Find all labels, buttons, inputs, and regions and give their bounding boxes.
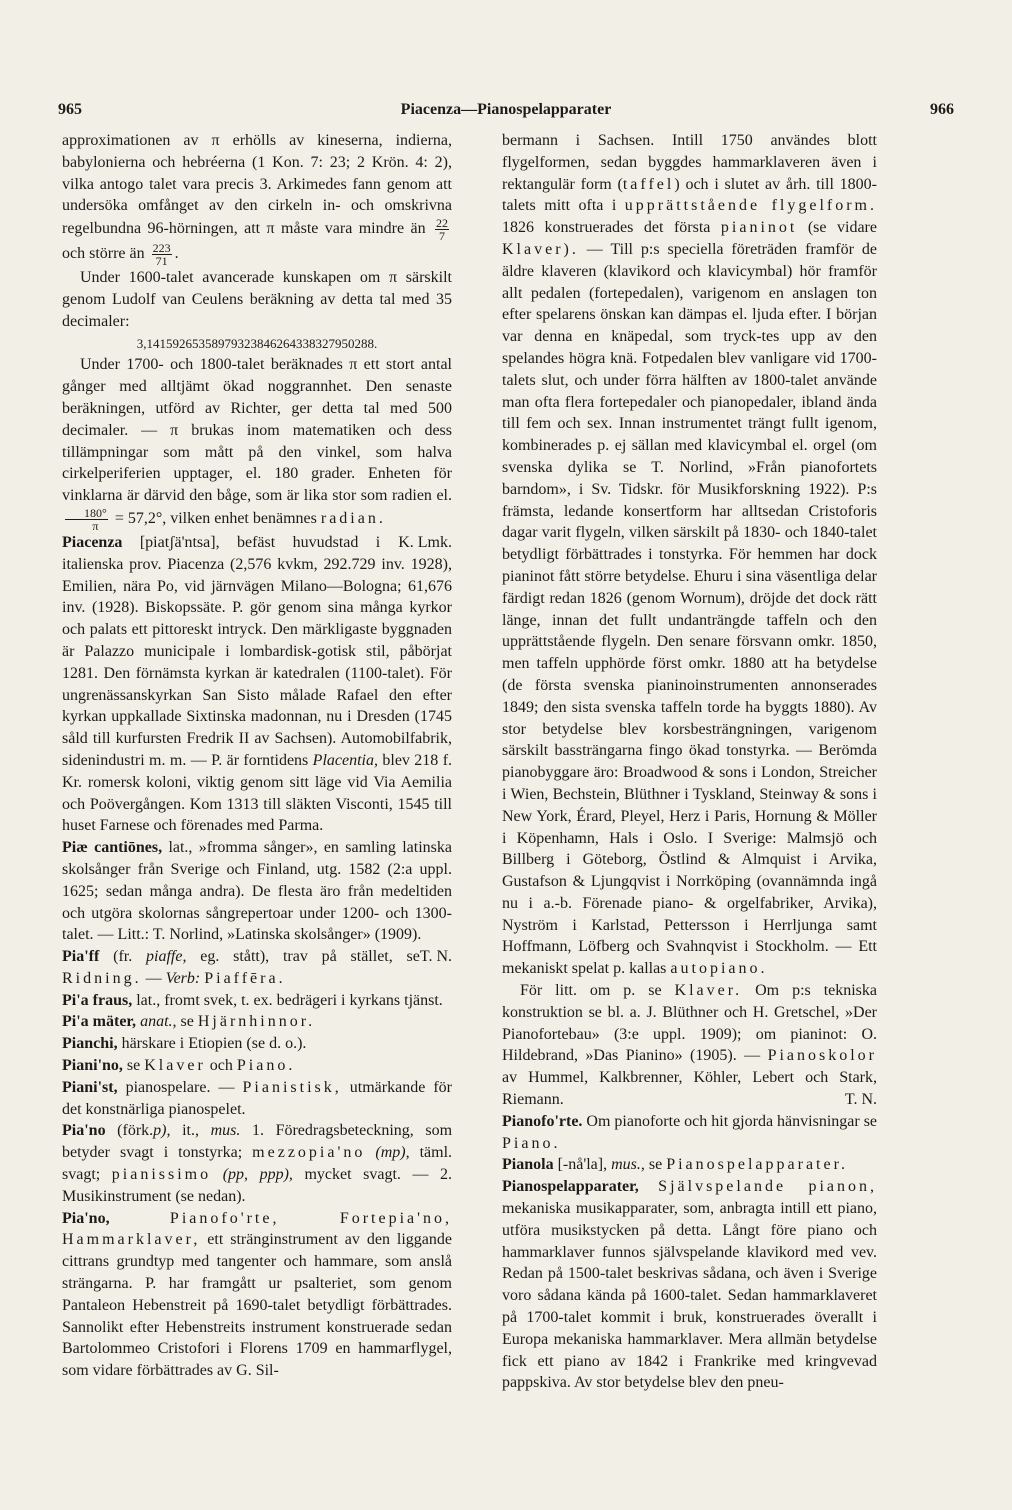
- running-header: [58, 101, 954, 123]
- headword: Piani'st,: [62, 1078, 118, 1096]
- entry-pianchi: Pianchi, härskare i Etiopien (se d. o.).: [62, 1035, 307, 1053]
- paragraph: bermann i Sachsen. Intill 1750 användes blott flygelformen, sedan byggdes hammarklaveren även i rektangulär form (taffel) och i slutet av årh. till 1800-talets mitt ofta i upprättstående flygelform. 1826 konstruerades det första pianinot (se vidare Klaver). — Till p:s speciella företräden framför de äldre klaveren (klavikord och klavicymbal) hör framför allt pedalen (fortepedalen), varigenom en anslagen ton efter spelarens önskan kan dämpas el. ljuda efter. I början var denna en knäpedal, som tryck-tes upp av den spelandes högra knä. Fotpedalen blev vanligare vid 1700-talets slut, och under förra hälften av 1800-talet använde man ofta flera fortepedaler och pianopedaler, ibland ända till fem och sex. Innan instrumentet trängt fullt igenom, kombinerades p. ej sällan med klavicymbal el. orgel (om svenska dylika se T. Norlind, »Från pianofortets barndom», i Sv. Tidskr. för Musikforskning 1922). P:s främsta, ledande konsertform har alltsedan Cristoforis dagar varit flygeln, vilken särskilt på 1830- och 1840-talet betydligt förbättrades i tonstyrka. För hemmen har dock pianinot fått större betydelse. Ehuru i sina väsentliga delar färdigt redan 1826 (genom Wornum), dröjde det dock rätt länge, innan det fullt undanträngde taffeln och den upprättstående flygeln. Den senare försvann omkr. 1850, men taffeln upphörde först omkr. 1880 att ha betydelse (de första svenska pianinoinstrumenten annonserades 1849; den sista svenska taffeln torde ha byggts 1880). Av stor betydelse blev korsbesträngningen, varigenom särskilt bassträngarna fingo ökad tonstyrka. — Berömda pianobyggare äro: Broadwood & sons i London, Streicher i Wien, Bechstein, Blüthner i Tyskland, Steinway & sons i New York, Érard, Pleyel, Herz i Paris, Hornung & Möller i Köpenhamn, Hals i Oslo. I Sverige: Malmsjö och Billberg i Göteborg, Östlind & Almquist i Arvika, Gustafson & Ljungqvist i Norrköping (ovannämnda ingå nu i a.-b. Förenade piano- & orgelfabriker, Arvika), Nyström i Karlstad, Pettersson i Herrljunga samt Hoffmann, Löfberg och Svahnqvist i Stockholm. — Ett mekaniskt spelat p. kallas autopiano.: [502, 132, 878, 978]
- headword: Piani'no,: [62, 1057, 123, 1075]
- page-number-right: 966: [930, 101, 954, 118]
- paragraph: Under 1600-talet avancerade kunskapen om π särskilt genom Ludolf van Ceulens beräkning av detta tal med 35 decimaler:: [62, 269, 452, 330]
- fraction: $\frac{22}{7}$: [436, 216, 448, 244]
- headword: Pia'no,: [62, 1209, 110, 1227]
- left-column: [62, 130, 452, 1382]
- entry-pianino: Piani'no, se Klaver och Piano.: [62, 1057, 296, 1075]
- page-number-left: 965: [58, 101, 82, 118]
- headword: Pianola: [502, 1156, 554, 1174]
- headword: Pia'no: [62, 1122, 106, 1140]
- signature: T. N.: [844, 1091, 877, 1109]
- entry-pianoforte: Pianofo'rte. Om pianoforte och hit gjorda hänvisningar se Piano.: [502, 1112, 878, 1152]
- entry-pianola: Pianola [-nå'la], mus., se Pianospelapparater.: [502, 1156, 849, 1174]
- paragraph: För litt. om p. se Klaver. Om p:s tekniska konstruktion se bl. a. J. Blüthner och H. Gretschel, »Der Pianofortebau» (3:e uppl. 1909); om pianinot: O. Hildebrand, »Das Pianino» (1905). — Pianoskolor av Hummel, Kalkbrenner, Köhler, Lebert och Stark, Riemann. T. N.: [502, 980, 877, 1111]
- fraction: $\frac{223}{71}$: [152, 241, 171, 269]
- entry-pianist: Piani'st, pianospelare. — Pianistisk, utmärkande för det konstnärliga pianospelet.: [62, 1078, 452, 1118]
- headword: Piacenza: [62, 533, 123, 551]
- headword: Piæ cantiōnes,: [62, 839, 163, 857]
- headword: Pi'a fraus,: [62, 991, 133, 1009]
- page-title: Piacenza—Pianospelapparater: [400, 101, 612, 118]
- right-column: [502, 130, 877, 1394]
- entry-piae-cantiones: Piæ cantiōnes, lat., »fromma sånger», en samling latinska skolsånger från Sverige och Finland, utg. 1582 (2:a uppl. 1625; sedan många andra). De flesta äro från medeltiden och utgöra skolornas sångrepertoar under 1200- och 1300-talet. — Litt.: T. Norlind, »Latinska skolsånger» (1909). T. N.: [62, 837, 452, 946]
- paragraph: Under 1700- och 1800-talet beräknades π ett stort antal gånger med alltjämt ökad noggrannhet. Den senaste beräkningen, utförd av Richter, ger detta tal med 500 decimaler. — π brukas inom matematiken och dess tillämpningar som mått på den vinkel, som halva cirkelperiferien upptager, el. 180 grader. Enheten för vinklarna är därvid den båge, som är lika stor som radien el. $\frac{180^\circ}{\pi}$ = 57,2°, vilken enhet benämnes radian. K. Lmk.: [62, 354, 452, 532]
- entry-pia-mater: Pi'a mäter, anat., se Hjärnhinnor.: [62, 1013, 316, 1031]
- paragraph: approximationen av π erhölls av kineserna, indierna, babylonierna och hebréerna (1 Kon. 7: 23; 2 Krön. 4: 2), vilka antogo talet vara precis 3. Arkimedes fann genom att undersöka omfånget av den cirkeln in- och omskrivna regelbundna 96-hörningen, att π måste vara mindre än $\frac{22}{7}$ och större än $\frac{223}{71}$ .: [62, 132, 452, 269]
- headword: Pianospelapparater,: [502, 1178, 639, 1196]
- entry-piano-2: Pia'no, Pianofo'rte, Fortepia'no, Hammarklaver, ett stränginstrument av den liggande cittrans grundtyp med tangenter och hammare, som anslå strängarna. P. har framgått ur psalteriet, som genom Pantaleon Hebenstreit på 1690-talet betydligt förbättrades. Sannolikt efter Hebenstreits instrument konstruerade sedan Bartolommeo Cristofori i Florens 1709 en hammarflygel, som vidare förbättrades av G. Sil-: [62, 1209, 453, 1380]
- pi-digits: 3,14159265358979323846264338327950288.: [136, 335, 378, 351]
- signature: K. Lmk.: [398, 533, 452, 551]
- entry-piano-1: Pia'no (förk.p), it., mus. 1. Föredragsbeteckning, som betyder svagt i tonstyrka; mezzopia'no (mp), täml. svagt; pianissimo (pp, ppp), mycket svagt. — 2. Musikinstrument (se nedan).: [62, 1122, 453, 1205]
- entry-pianospelapparater: Pianospelapparater, Självspelande pianon, mekaniska musikapparater, som, anbragta intill ett piano, utföra musikstycken på detta. Långt före piano och hammarklaver funnos självspelande klavikord med vev. Redan på 1500-talet beskrivas sådana, och även i Sverige voro sådana kända på 1600-talet. Sedan hammarklaveret på 1700-talet kommit i bruk, konstruerades överallt i Europa mekaniska hammarklaver. Mera allmän betydelse fick ett piano av 1842 i Frankrike med kringvevad pappskiva. Av stor betydelse blev den pneu-: [502, 1178, 877, 1392]
- entry-piaff: Pia'ff (fr. piaffe, eg. stått), trav på stället, se Ridning. — Verb: Piaffēra.: [62, 948, 420, 987]
- headword: Pianofo'rte.: [502, 1112, 583, 1130]
- headword: Pia'ff: [62, 948, 100, 966]
- headword: Pianchi,: [62, 1035, 118, 1053]
- entry-piacenza: Piacenza [piatʃä'ntsa], befäst huvudstad i italienska prov. Piacenza (2,576 kvkm, 292.729 inv. 1928), Emilien, nära Po, vid järnvägen Milano—Bologna; 61,676 inv. (1928). Biskopssäte. P. gör genom sina många kyrkor och palats ett pittoreskt intryck. Den märkligaste byggnaden är Palazzo municipale i lombardisk-gotisk stil, påbörjat 1281. Den förnämsta kyrkan är katedralen (1100-talet). För ungrenässanskyrkan San Sisto målade Rafael den efter kyrkan uppkallade Sixtinska madonnan, nu i Dresden (1745 såld till kurfursten Fredrik II av Sachsen). Automobilfabrik, sidenindustri m. m. — P. är forntidens Placentia, blev 218 f. Kr. romersk koloni, viktig genom sitt läge vid Via Aemilia och Poövergången. Kom 1313 till släkten Visconti, 1545 till huset Farnese och förenades med Parma.: [62, 533, 453, 835]
- entry-pia-fraus: Pi'a fraus, lat., fromt svek, t. ex. bedrägeri i kyrkans tjänst.: [62, 991, 443, 1009]
- fraction: $\frac{180^\circ}{\pi}$: [65, 507, 108, 532]
- headword: Pi'a mäter,: [62, 1013, 137, 1031]
- signature: T. N.: [419, 948, 452, 966]
